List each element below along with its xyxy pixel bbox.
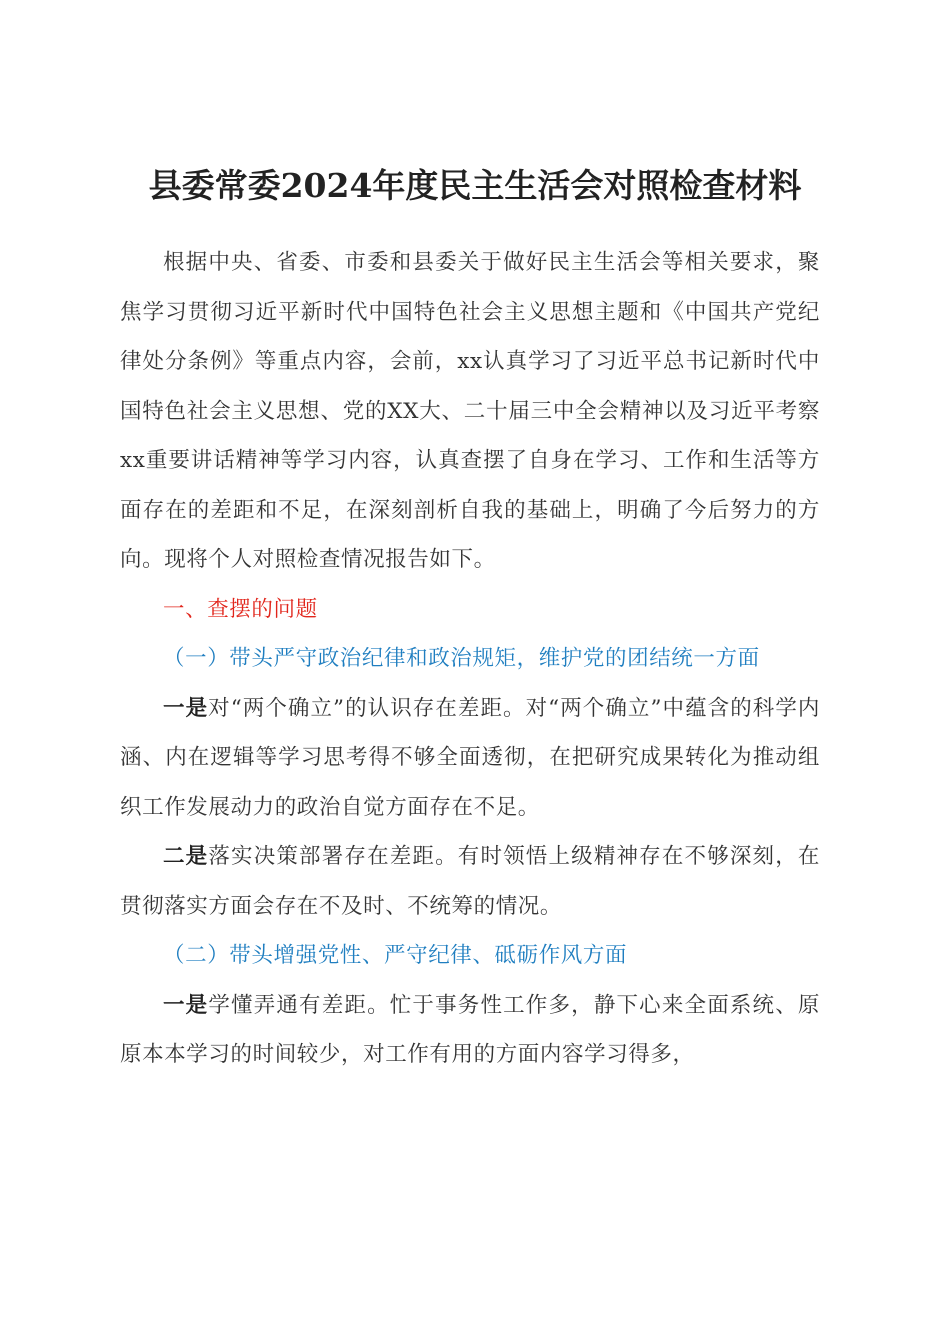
item-text: 对“两个确立”的认识存在差距。对“两个确立”中蕴含的科学内涵、内在逻辑等学习思考得不够全面透彻，在把研究成果转化为推动组织工作发展动力的政治自觉方面存在不足。	[120, 695, 821, 820]
item-text: 学懂弄通有差距。忙于事务性工作多，静下心来全面系统、原原本本学习的时间较少，对工作有用的方面内容学习得多，	[120, 992, 821, 1067]
problem-item-paragraph	[120, 981, 820, 1080]
intro-paragraph: 根据中央、省委、市委和县委关于做好民主生活会等相关要求，聚焦学习贯彻习近平新时代中国特色社会主义思想主题和《中国共产党纪律处分条例》等重点内容，会前，xx认真学习了习近平总书记新时代中国特色社会主义思想、党的XX大、二十届三中全会精神以及习近平考察xx重要讲话精神等学习内容，认真查摆了自身在学习、工作和生活等方面存在的差距和不足，在深刻剖析自我的基础上，明确了今后努力的方向。现将个人对照检查情况报告如下。	[120, 250, 820, 572]
item-text: 落实决策部署存在差距。有时领悟上级精神存在不够深刻，在贯彻落实方面会存在不及时、不统筹的情况。	[120, 844, 821, 919]
section-heading-problems: 一、查摆的问题	[163, 596, 318, 622]
problem-item-paragraph	[120, 832, 820, 931]
document-title: 县委常委2024年度民主生活会对照检查材料	[148, 166, 802, 205]
subsection-heading-party-spirit: （二）带头增强党性、严守纪律、砥砺作风方面	[163, 943, 628, 968]
document-body	[120, 238, 820, 1080]
problem-item-paragraph	[120, 684, 820, 833]
item-lead: 一是	[163, 695, 209, 721]
item-lead: 二是	[163, 844, 209, 869]
item-lead: 一是	[163, 992, 209, 1018]
subsection-heading-political-discipline: （一）带头严守政治纪律和政治规矩，维护党的团结统一方面	[163, 646, 760, 671]
